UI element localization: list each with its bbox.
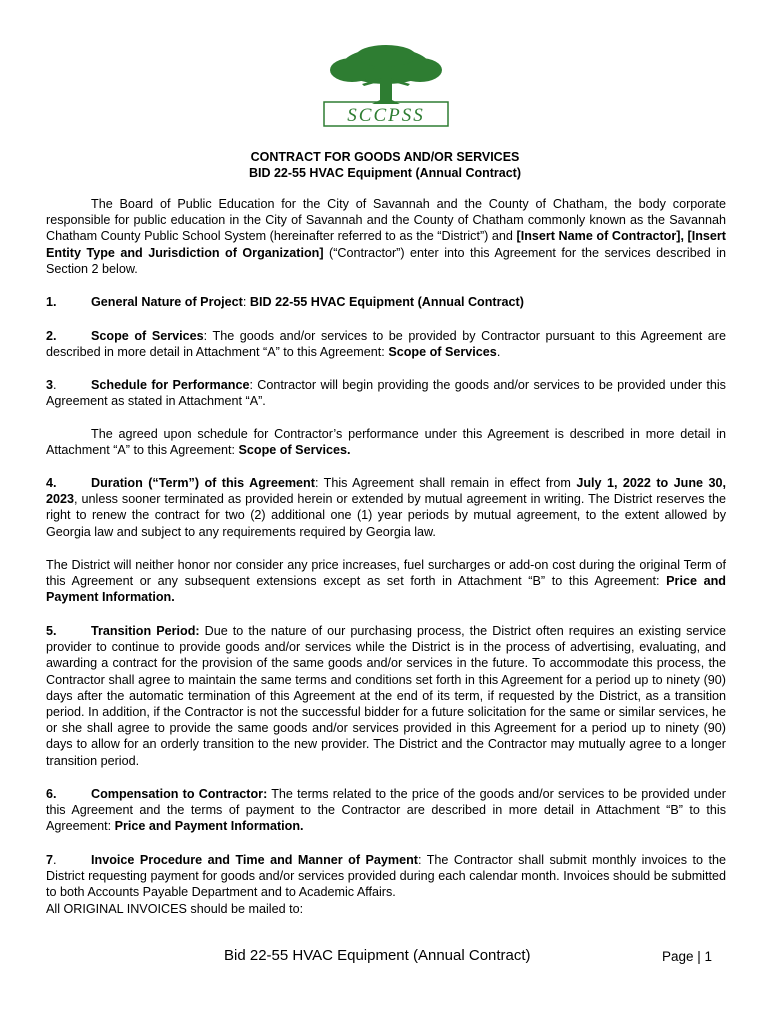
footer-title: Bid 22-55 HVAC Equipment (Annual Contract) (224, 947, 531, 964)
section-2: 2. Scope of Services: The goods and/or services to be provided by Contractor pursuant to this Agreement are described in more detail in Attachment “A” to this Agreement: Scope of Services. (46, 329, 726, 360)
contract-title: CONTRACT FOR GOODS AND/OR SERVICES (250, 150, 520, 164)
section-4-pricing: The District will neither honor nor consider any price increases, fuel surcharges or add-on cost during the original Term of this Agreement or any subsequent extensions except as set forth in Attachment “B” to this Agreement: Price and Payment Information. (46, 558, 726, 605)
oak-tree-icon (330, 45, 442, 104)
page-number: Page | 1 (662, 949, 713, 964)
section-3-schedule: The agreed upon schedule for Contractor’s performance under this Agreement is described in more detail in Attachment “A” to this Agreement: Scope of Services. (46, 427, 726, 458)
section-3: 3. Schedule for Performance: Contractor will begin providing the goods and/or services to be provided under this Agreement as stated in Attachment “A”. (46, 378, 726, 409)
sccpss-logo (322, 44, 450, 128)
section-1: 1. General Nature of Project: BID 22-55 HVAC Equipment (Annual Contract) (46, 295, 524, 309)
contract-subtitle: BID 22-55 HVAC Equipment (Annual Contract) (248, 166, 521, 180)
section-6: 6. Compensation to Contractor: The terms related to the price of the goods and/or services to be provided under this Agreement and the terms of payment to the Contractor are described in more detail in Attachment “B” to this Agreement: Price and Payment Information. (46, 787, 726, 834)
section-5: 5. Transition Period: Due to the nature of our purchasing process, the District often requires an existing service provider to continue to provide goods and/or services while the District is in the process of advertising, evaluating, and awarding a contract for the provision of the same goods and/or services in the future. To accommodate this process, the Contractor shall agree to maintain the same terms and conditions set forth in this Agreement for a period up to ninety (90) days after the automatic termination of this Agreement at the end of its term, if requested by the District, as a transition period. In addition, if the Contractor is not the successful bidder for a future solicitation for the same or similar services, he or she shall agree to provide the same goods and/or services provided in this Agreement for a period up to ninety (90) days to allow for an orderly transition to the new provider. The District and the Contractor may mutually agree to a longer transition period. (46, 624, 727, 768)
section-4: 4. Duration (“Term”) of this Agreement: This Agreement shall remain in effect from July 1, 2022 to June 30, 2023, unless sooner terminated as provided herein or extended by mutual agreement in writing. The District reserves the right to renew the contract for two (2) additional one (1) year periods by mutual agreement, to the extent allowed by Georgia law and subject to any requirements required by Georgia law. (46, 476, 726, 539)
section-7: 7. Invoice Procedure and Time and Manner of Payment: The Contractor shall submit monthly invoices to the District requesting payment for goods and/or services provided during each calendar month. Invoices should be submitted to both Accounts Payable Department and to Academic Affairs. All ORIGINAL INVOICES should be mailed to: (46, 853, 727, 916)
logo-text: SCCPSS (347, 105, 425, 126)
intro-paragraph: The Board of Public Education for the City of Savannah and the County of Chatham, the body corporate responsible for public education in the City of Savannah and the County of Chatham commonly known as the Savannah Chatham County Public School System (hereinafter referred to as the “District”) and [Insert Name of Contractor], [Insert Entity Type and Jurisdiction of Organization] (“Contractor”) enter into this Agreement for the services described in Section 2 below. (46, 197, 727, 276)
